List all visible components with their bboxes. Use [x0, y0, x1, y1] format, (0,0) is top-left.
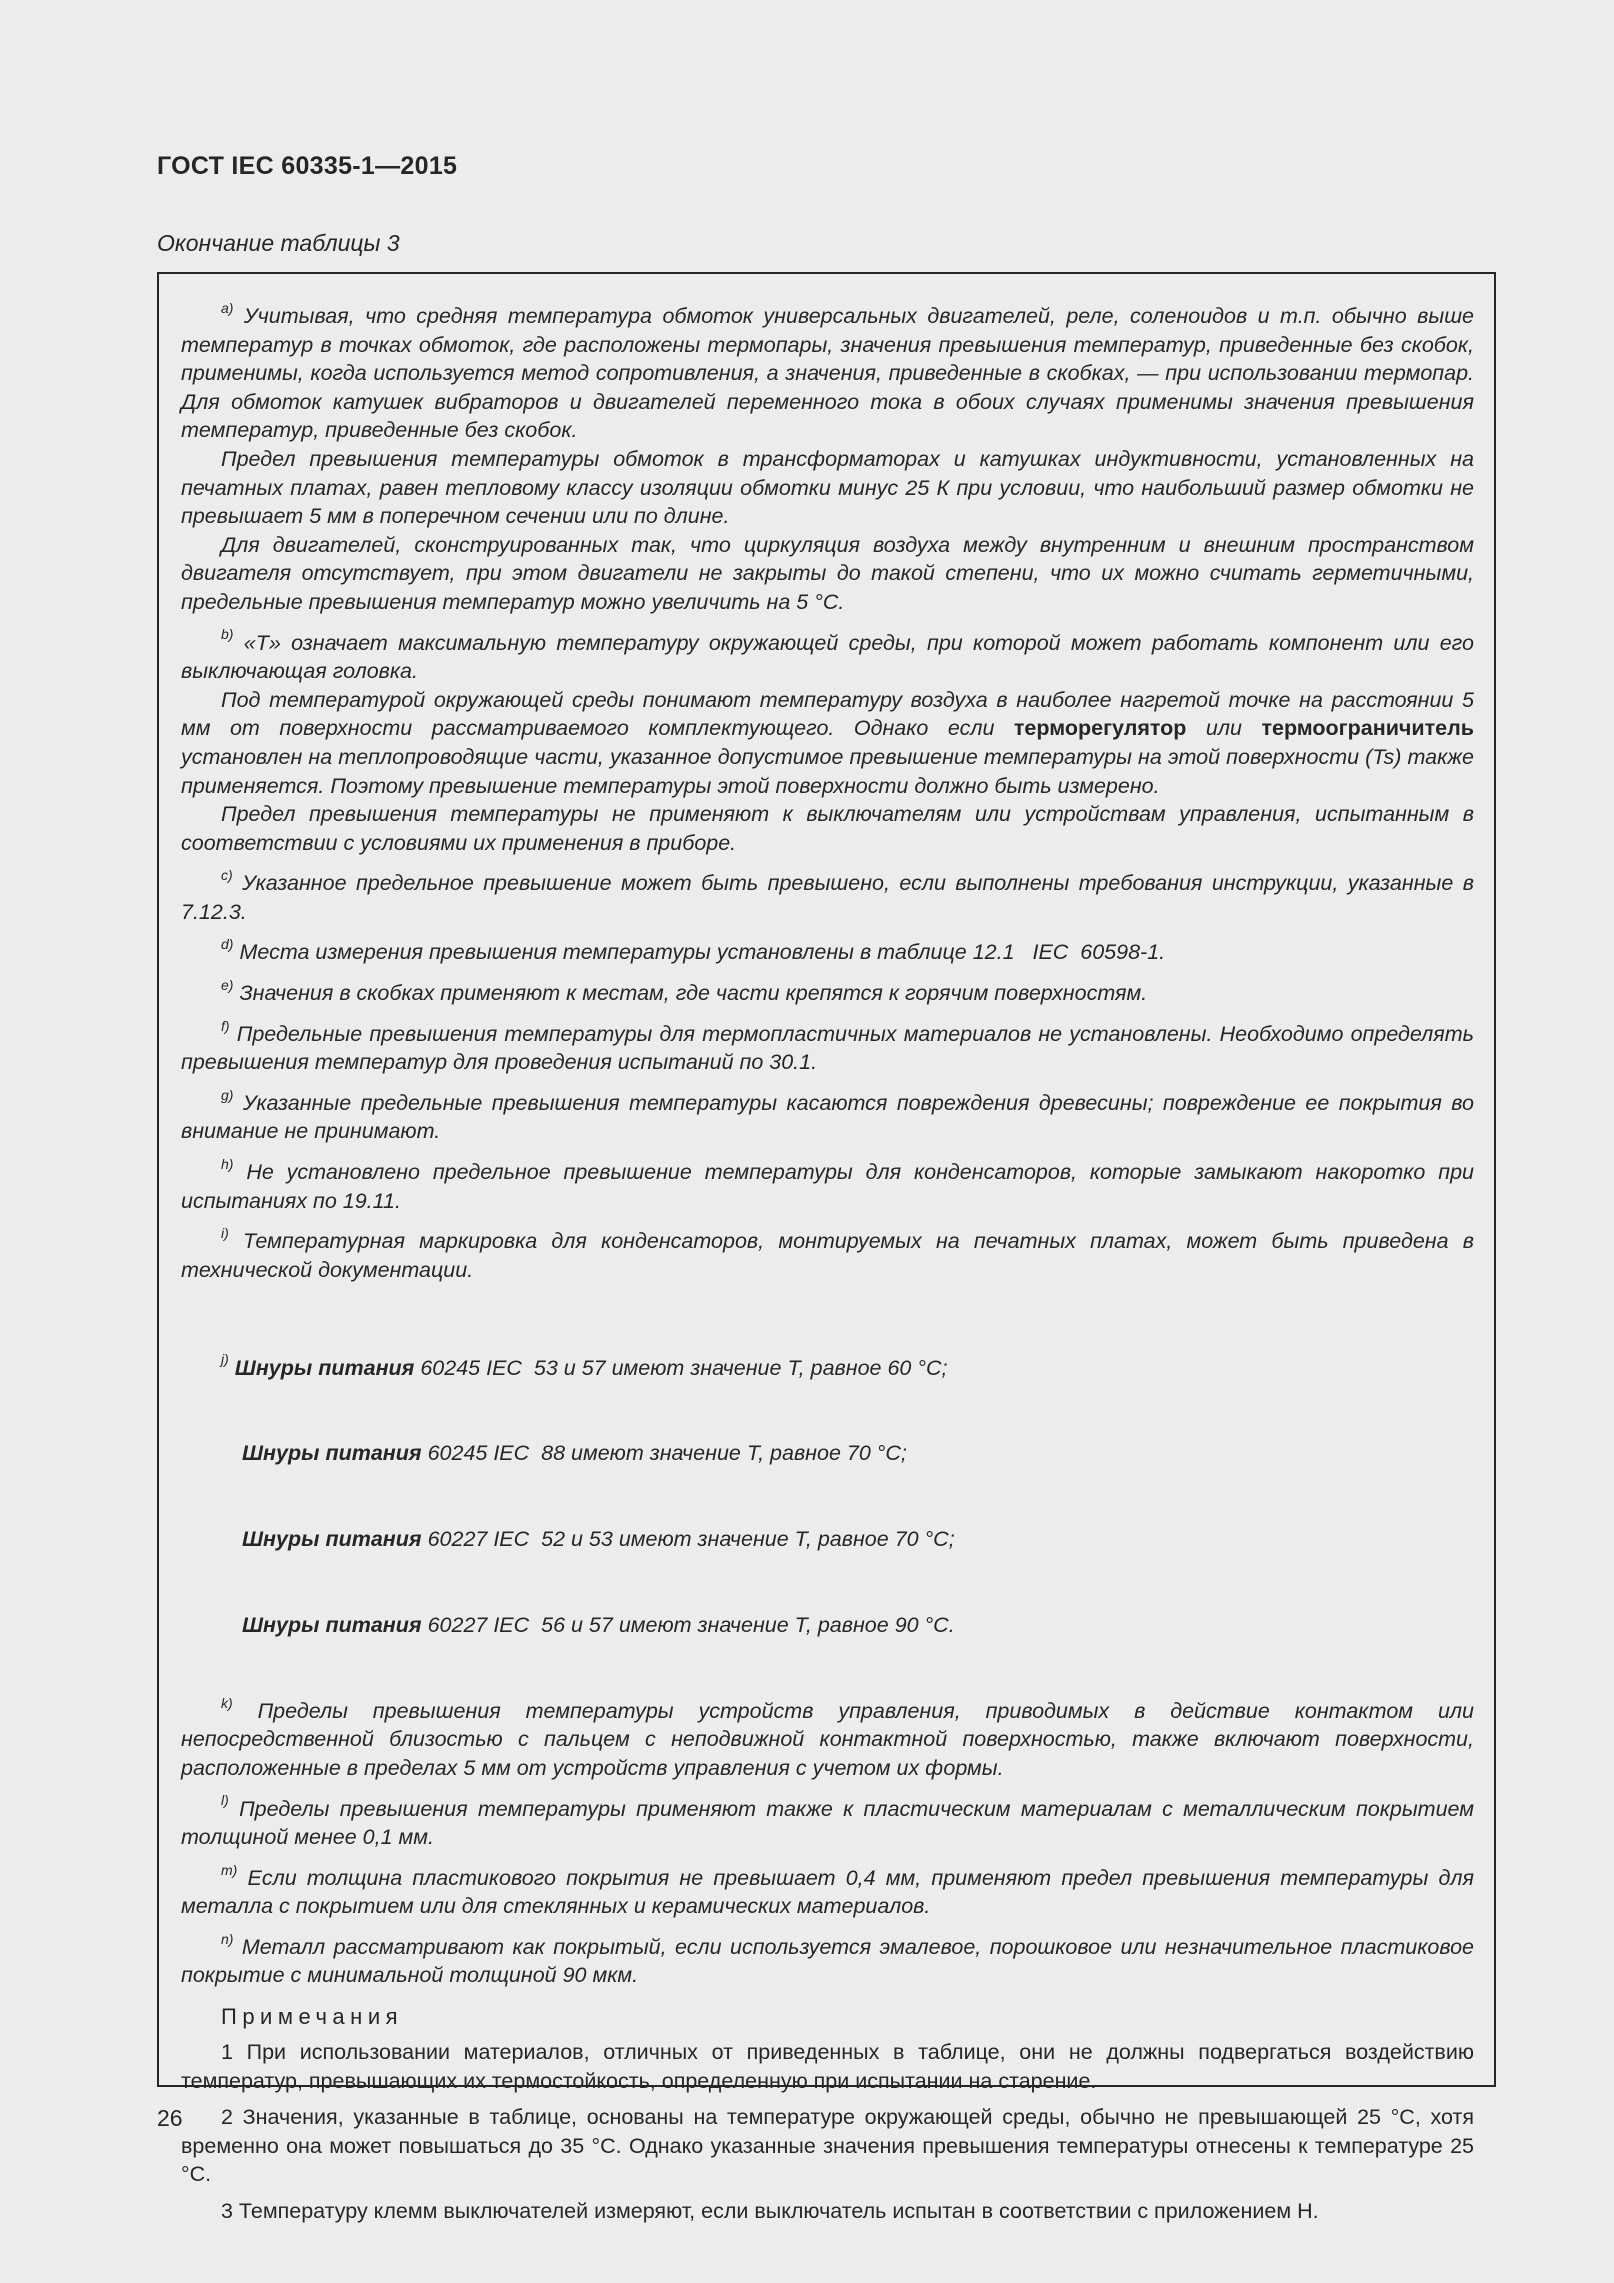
note-item: 1 При использовании материалов, отличных от приведенных в таблице, они не должны подвергаться воздействию температур, превышающих их термостойкость, определенную при испытании на старение.: [181, 2040, 1474, 2093]
footnote-e: [181, 976, 1474, 1008]
footnote-f: [181, 1017, 1474, 1077]
footnote-l: [181, 1792, 1474, 1852]
cord-line: [221, 1525, 1474, 1554]
document-code: ГОСТ IEC 60335-1—2015: [157, 152, 458, 180]
term-thermostat: терморегулятор: [1013, 716, 1187, 741]
footnote-mark: d): [221, 936, 234, 953]
footnote-text: «Т» означает максимальную температуру окружающей среды, при которой может работать компонент или его выключающая головка.: [181, 630, 1474, 684]
footnote-mark: a): [221, 299, 234, 316]
table-caption: Окончание таблицы 3: [157, 230, 400, 256]
term-supply-cord: Шнуры питания: [234, 1355, 415, 1380]
footnote-text: установлен на теплопроводящие части, указанное допустимое превышение температуры на этой поверхности (Ts) также применяется. Поэтому превышение температуры этой поверхности должно быть измерено.: [181, 744, 1474, 798]
footnote-paragraph: [181, 686, 1474, 800]
footnote-paragraph: Предел превышения температуры не применяют к выключателям или устройствам управления, испытанным в соответствии с условиями их применения в приборе.: [181, 802, 1474, 855]
cord-line: [221, 1611, 1474, 1640]
footnote-c: [181, 869, 1474, 926]
term-supply-cord: Шнуры питания: [242, 1441, 422, 1466]
footnote-paragraph: Для двигателей, сконструированных так, что циркуляция воздуха между внутренним и внешним пространством двигателя отсутствует, при этом двигатели не закрыты до такой степени, что их можно считать герметичными, предельные превышения температур можно увеличить на 5 °С.: [181, 532, 1474, 614]
footnote-text: Значения в скобках применяют к местам, где части крепятся к горячим поверхностям.: [239, 981, 1148, 1006]
footnote-text: Пределы превышения температуры устройств управления, приводимых в действие контактом или непосредственной близостью с пальцем с неподвижной контактной поверхностью, также включают поверхности, расположенные в пределах 5 мм от устройств управления с учетом их формы.: [181, 1698, 1474, 1780]
footnote-text: Не установлено предельное превышение температуры для конденсаторов, которые замыкают накоротко при испытаниях по 19.11.: [181, 1160, 1474, 1213]
footnote-text: Места измерения превышения температуры установлены в таблице 12.1 IEC 60598-1.: [239, 940, 1166, 965]
note-item: 3 Температуру клемм выключателей измеряют, если выключатель испытан в соответствии с приложением Н.: [221, 2199, 1319, 2224]
footnote-mark: i): [221, 1225, 229, 1242]
footnote-text: Пределы превышения температуры применяют также к пластическим материалам с металлическим покрытием толщиной менее 0,1 мм.: [181, 1796, 1474, 1850]
footnote-mark: h): [221, 1155, 234, 1172]
cord-text: 60227 IEC 56 и 57 имеют значение Т, равное 90 °С.: [421, 1612, 955, 1637]
footnote-a: [181, 299, 1474, 617]
footnote-b: [181, 626, 1474, 858]
footnote-mark: b): [221, 626, 234, 643]
term-supply-cord: Шнуры питания: [242, 1527, 422, 1552]
footnote-mark: c): [221, 867, 233, 884]
footnote-m: [181, 1861, 1474, 1921]
footnote-mark: e): [221, 976, 234, 993]
footnote-text: Учитывая, что средняя температура обмоток универсальных двигателей, реле, соленоидов и т.п. обычно выше температур в точках обмоток, где расположены термопары, значения превышения температур, приведенные без скобок, применимы, когда используется метод сопротивления, а значения, приведенные в скобках, — при использовании термопар. Для обмоток катушек вибраторов и двигателей переменного тока в обоих случаях применимы значения превышения температур, приведенные без скобок.: [181, 304, 1474, 443]
footnote-text: Указанное предельное превышение может быть превышено, если выполнены требования инструкции, указанные в 7.12.3.: [181, 871, 1474, 924]
footnote-text: Температурная маркировка для конденсаторов, монтируемых на печатных платах, может быть приведена в технической документации.: [181, 1229, 1474, 1282]
term-thermal-cutout: термоограничитель: [1261, 716, 1474, 741]
footnote-text: Металл рассматривают как покрытый, если используется эмалевое, порошковое или незначительное пластиковое покрытие с минимальной толщиной 90 мкм.: [181, 1934, 1474, 1988]
footnote-text: Если толщина пластикового покрытия не превышает 0,4 мм, применяют предел превышения температуры для металла с покрытием или для стеклянных и керамических материалов.: [181, 1865, 1474, 1919]
footnote-g: [181, 1086, 1474, 1146]
footnote-text: Под температурой окружающей среды понимают температуру воздуха в наиболее нагретой точке на расстоянии 5 мм от поверхности рассматриваемого комплектующего. Однако если: [181, 687, 1474, 741]
footnote-mark: j): [221, 1351, 229, 1368]
cord-text: 60245 IEC 53 и 57 имеют значение Т, равное 60 °С;: [414, 1355, 948, 1380]
footnote-mark: n): [221, 1930, 234, 1947]
footnote-paragraph: Предел превышения температуры обмоток в трансформаторах и катушках индуктивности, установленных на печатных платах, равен тепловому классу изоляции обмотки минус 25 К при условии, что наибольший размер обмотки не превышает 5 мм в поперечном сечении или по длине.: [181, 446, 1474, 529]
footnote-text: Указанные предельные превышения температуры касаются повреждения древесины; повреждение ее покрытия во внимание не принимают.: [181, 1090, 1474, 1144]
footnote-mark: f): [221, 1017, 230, 1034]
footnote-text: Предельные превышения температуры для термопластичных материалов не установлены. Необходимо определять превышения температур для проведения испытаний по 30.1.: [181, 1021, 1474, 1075]
footnote-mark: k): [221, 1694, 233, 1711]
cord-text: 60245 IEC 88 имеют значение Т, равное 70 °С;: [421, 1441, 907, 1466]
term-supply-cord: Шнуры питания: [242, 1612, 422, 1637]
note-item: 2 Значения, указанные в таблице, основаны на температуре окружающей среды, обычно не превышающей 25 °С, хотя временно она может повышаться до 35 °С. Однако указанные значения превышения температуры отнесены к температуре 25 °С.: [181, 2105, 1474, 2187]
footnote-k: [181, 1694, 1474, 1783]
cord-line: [221, 1351, 1474, 1383]
cord-text: 60227 IEC 52 и 53 имеют значение Т, равное 70 °С;: [421, 1527, 955, 1552]
footnote-i: [181, 1227, 1474, 1284]
notes-heading: Примечания: [221, 2004, 404, 2030]
footnote-mark: l): [221, 1792, 229, 1809]
footnote-n: [181, 1930, 1474, 1990]
footnote-text: или: [1186, 716, 1262, 741]
footnote-mark: g): [221, 1086, 234, 1103]
footnote-mark: m): [221, 1861, 238, 1878]
footnote-j: [181, 1296, 1474, 1696]
footnote-d: [181, 938, 1474, 967]
footnote-h: [181, 1155, 1474, 1215]
cord-line: [221, 1439, 1474, 1468]
page-number: 26: [157, 2105, 183, 2131]
